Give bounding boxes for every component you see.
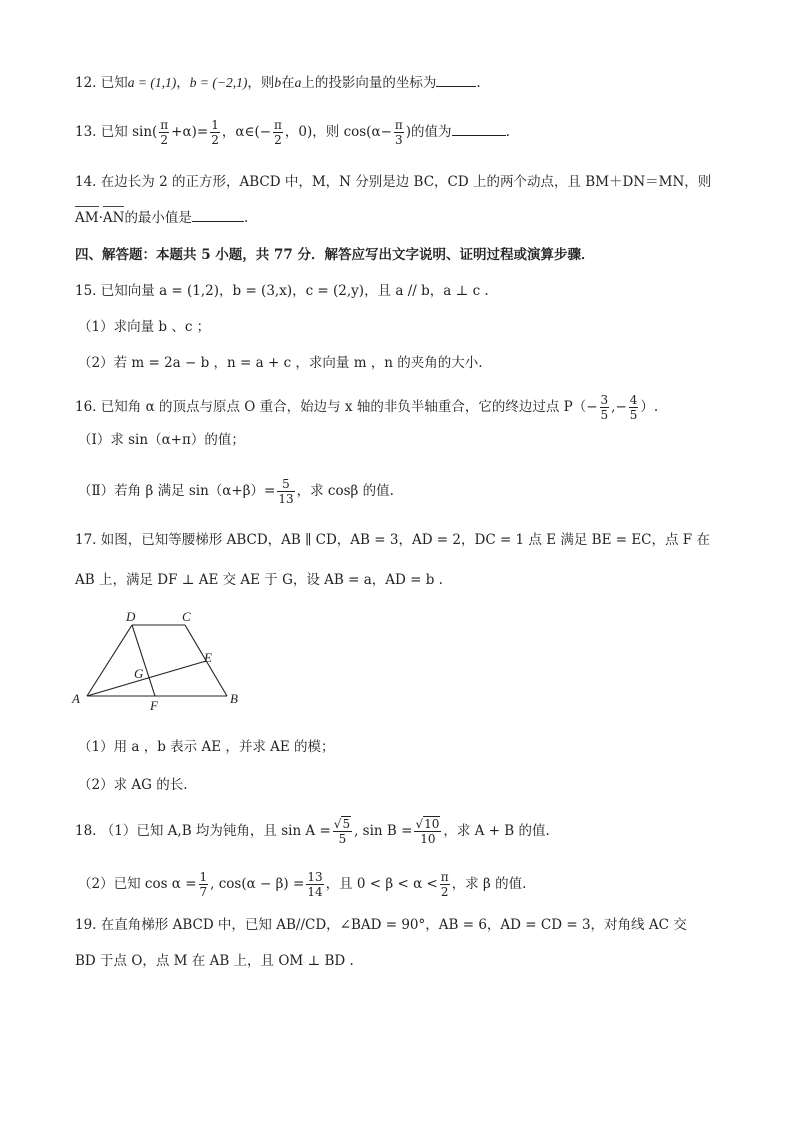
fraction: $\frac{1}{7}$	[199, 870, 208, 899]
fraction: $\frac{3}{5}$	[600, 393, 609, 422]
vector-an: AN	[102, 210, 125, 226]
answer-blank[interactable]	[436, 74, 476, 87]
fraction: $\frac{\pi}{2}$	[440, 870, 449, 899]
fraction: $\frac{√5}{5}$	[333, 817, 351, 846]
vector-am: AM	[75, 210, 99, 226]
label-c: C	[182, 609, 191, 624]
trapezoid-figure	[70, 608, 245, 713]
question-15-part-1: （1）求向量 b 、c ；	[78, 319, 211, 335]
answer-blank[interactable]	[452, 123, 506, 136]
fraction: $\frac{5}{13}$	[278, 477, 294, 506]
question-16-part-2: （Ⅱ）若角 β 满足 sin（α+β）= $\frac{5}{13}$ ，求 cosβ 的值.	[78, 477, 394, 506]
question-16-part-1: （Ⅰ）求 sin（α+π）的值；	[78, 432, 245, 448]
label-g: G	[134, 666, 144, 681]
fraction: $\frac{4}{5}$	[629, 393, 638, 422]
question-18-part-2: （2）已知 cos α = $\frac{1}{7}$ , cos(α − β) = $\frac{13}{14}$ ，且 0 < β < α < $\frac{\pi}{2}$ ，求 β 的值.	[78, 870, 527, 899]
question-14-cont: AM·AN的最小值是 .	[75, 210, 249, 226]
section-title: 四、解答题：本题共 5 小题，共 77 分．解答应写出文字说明、证明过程或演算步骤．	[75, 247, 595, 263]
question-15-part-2: （2）若 m = 2a − b ，n = a + c ，求向量 m ，n 的夹角的大小.	[78, 355, 483, 371]
fraction: $\frac{\pi}{2}$	[160, 118, 169, 147]
question-17: 17. 如图，已知等腰梯形 ABCD，AB ∥ CD，AB = 3，AD = 2，DC = 1 点 E 满足 BE = EC，点 F 在	[75, 532, 710, 548]
label-e: E	[204, 650, 212, 665]
segment-df	[132, 625, 155, 696]
question-18: 18. （1）已知 A,B 均为钝角，且 sin A = $\frac{√5}{5}$ , sin B = $\frac{√10}{10}$ ，求 A + B 的值.	[75, 817, 550, 846]
label-f: F	[150, 698, 158, 713]
question-17-part-2: （2）求 AG 的长.	[78, 777, 188, 793]
question-19: 19. 在直角梯形 ABCD 中，已知 AB//CD，∠BAD = 90°，AB = 6，AD = CD = 3，对角线 AC 交	[75, 917, 687, 933]
label-b: B	[230, 691, 238, 706]
question-15: 15. 已知向量 a = (1,2)，b = (3,x)，c = (2,y)，且 a // b，a ⊥ c .	[75, 283, 489, 299]
question-13: 13. 已知 sin( $\frac{\pi}{2}$ +α)= $\frac{1}{2}$ ，α∈(− $\frac{\pi}{2}$ ，0)，则 cos(α− $\frac{\pi}{3}$ )的值为 .	[75, 118, 510, 147]
fraction: $\frac{\pi}{2}$	[274, 118, 282, 147]
fraction: $\frac{1}{2}$	[211, 118, 219, 147]
label-d: D	[126, 609, 136, 624]
question-14: 14. 在边长为 2 的正方形，ABCD 中，M，N 分别是边 BC，CD 上的两个动点，且 BM＋DN＝MN，则	[75, 174, 712, 190]
fraction: $\frac{√10}{10}$	[415, 817, 440, 846]
question-17-part-1: （1）用 a ，b 表示 AE ，并求 AE 的模；	[78, 739, 335, 755]
question-16: 16. 已知角 α 的顶点与原点 O 重合，始边与 x 轴的非负半轴重合，它的终边过点 P（− $\frac{3}{5}$ ,− $\frac{4}{5}$ ）.	[75, 393, 659, 422]
side-ad	[87, 625, 132, 696]
question-17-cont: AB 上，满足 DF ⊥ AE 交 AE 于 G，设 AB = a，AD = b .	[75, 572, 443, 588]
answer-blank[interactable]	[192, 209, 244, 222]
question-12: 12. 已知a = (1,1)，b = (−2,1)，则b在a上的投影向量的坐标为 .	[75, 75, 481, 91]
question-19-cont: BD 于点 O，点 M 在 AB 上，且 OM ⊥ BD .	[75, 953, 354, 969]
fraction: $\frac{\pi}{3}$	[394, 118, 403, 147]
question-number: 12.	[75, 75, 97, 91]
fraction: $\frac{13}{14}$	[307, 870, 323, 899]
label-a: A	[72, 691, 80, 706]
segment-ae	[87, 661, 206, 696]
